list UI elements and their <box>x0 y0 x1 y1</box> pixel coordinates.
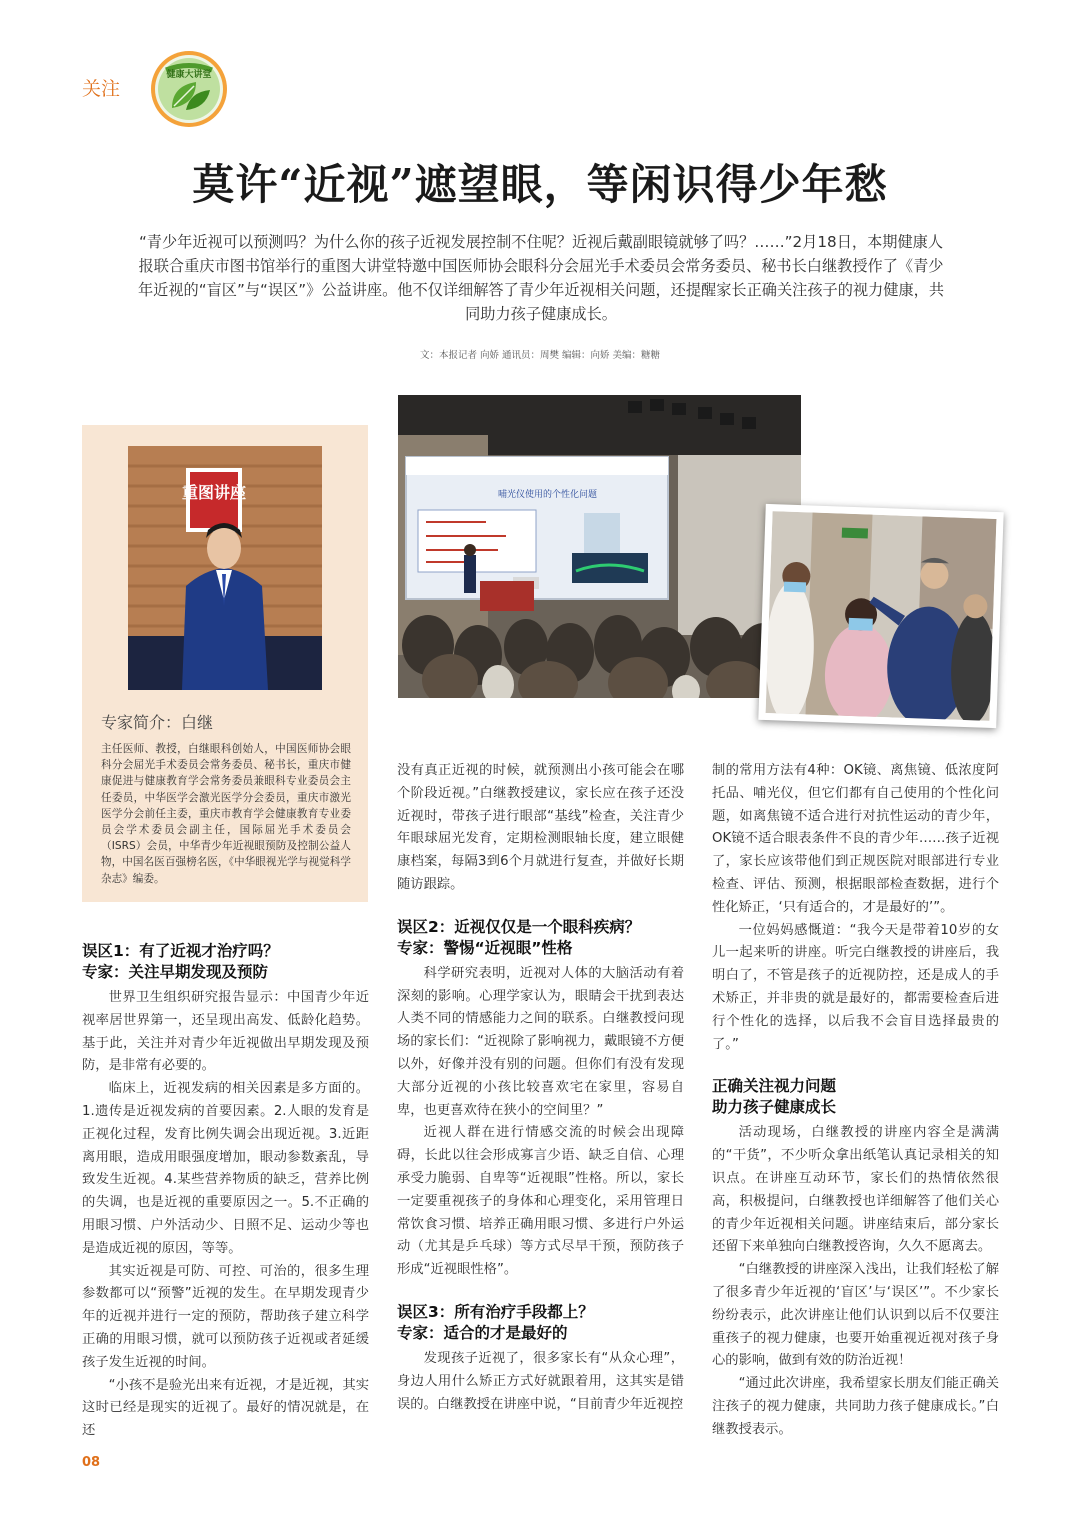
column-middle <box>397 760 684 1416</box>
section2-subheading: 专家：警惕“近视眼”性格 <box>397 938 573 957</box>
section1-heading: 误区1：有了近视才治疗吗？ <box>82 942 279 960</box>
section-tag: 关注 <box>82 78 121 100</box>
section1-subheading: 专家：关注早期发现及预防 <box>82 963 269 981</box>
section3-paragraph: 一位妈妈感慨道：“我今天是带着10岁的女儿一起来听的讲座。听完白继教授的讲座后，我明白了，不管是孩子的近视防控，还是成人的手术矫正，并非贵的就是最好的，都需要检查后进行个性化的选择，以后我不会盲目选择最贵的了。” <box>712 922 999 1052</box>
section4-paragraph: 活动现场，白继教授的讲座内容全是满满的“干货”，不少听众拿出纸笔认真记录相关的知识点。在讲座互动环节，家长们的热情依然很高，积极提问，白继教授也详细解答了他们关心的青少年近视相关问题。讲座结束后，部分家长还留下来单独向白继教授咨询，久久不愿离去。 <box>712 1125 999 1255</box>
plaque-text: 重图讲座 <box>181 483 247 502</box>
expert-portrait <box>128 446 322 690</box>
section4-paragraph: “通过此次讲座，我希望家长朋友们能正确关注孩子的视力健康，共同助力孩子健康成长。”白继教授表示。 <box>712 1376 999 1437</box>
section4-subheading: 助力孩子健康成长 <box>712 1098 837 1117</box>
byline: 文：本报记者 向娇 通讯员：周樊 编辑：向娇 美编：糖糖 <box>419 350 661 361</box>
section4-paragraph: “白继教授的讲座深入浅出，让我们轻松了解了很多青少年近视的‘盲区’与‘误区’”。不少家长纷纷表示，此次讲座让他们认识到以后不仅要注重孩子的视力健康，也要开始重视近视对孩子身心的影响，做到有效的防治近视！ <box>712 1262 999 1369</box>
page-number: 08 <box>82 1455 101 1470</box>
section2-paragraph: 科学研究表明，近视对人体的大脑活动有着深刻的影响。心理学家认为，眼睛会干扰到表达人类不同的情感能力之间的联系。白继教授问现场的家长们：“近视除了影响视力，戴眼镜不方便以外，好像并没有别的问题。但你们有没有发现大部分近视的小孩比较喜欢宅在家里，容易自卑，也更喜欢待在狭小的空间里？” <box>397 965 684 1118</box>
lecture-hall-photo <box>398 395 801 698</box>
health-lecture-logo <box>150 50 228 128</box>
section1-paragraph: “小孩不是验光出来有近视，才是近视，其实这时已经是现实的近视了。最好的情况就是，在还 <box>82 1377 369 1439</box>
expert-profile-box <box>82 425 368 902</box>
section1-paragraph: 其实近视是可防、可控、可治的，很多生理参数都可以“预警”近视的发生。在早期发现青少年的近视并进行一定的预防，帮助孩子建立科学正确的用眼习惯，就可以预防孩子近视或者延缓孩子发生近视的时间。 <box>82 1263 369 1370</box>
column-left <box>82 941 369 1443</box>
section1-paragraph: 世界卫生组织研究报告显示：中国青少年近视率居世界第一，还呈现出高发、低龄化趋势。基于此，关注并对青少年近视做出早期发现及预防，是非常有必要的。 <box>82 990 369 1074</box>
section1-paragraph: 临床上，近视发病的相关因素是多方面的。1.遗传是近视发病的首要因素。2.人眼的发育是正视化过程，发育比例失调会出现近视。3.近距离用眼，造成用眼强度增加，眼动参数紊乱，导致发生近视。4.某些营养物质的缺乏，营养比例的失调，也是近视的重要原因之一。5.不正确的用眼习惯、户外活动少、日照不足、运动少等也是造成近视的原因，等等。 <box>82 1081 369 1256</box>
section3-subheading: 专家：适合的才是最好的 <box>397 1323 568 1342</box>
section2-paragraph: 近视人群在进行情感交流的时候会出现障碍，长此以往会形成寡言少语、缺乏自信、心理承受力脆弱、自卑等“近视眼”性格。所以，家长一定要重视孩子的身体和心理变化，采用管理日常饮食习惯、培养正确用眼习惯、多进行户外运动（尤其是乒乓球）等方式尽早干预，预防孩子形成“近视眼性格”。 <box>397 1125 684 1278</box>
section1-paragraph-continued: 没有真正近视的时候，就预测出小孩可能会在哪个阶段近视。”白继教授建议，家长应在孩子还没近视时，带孩子进行眼部“基线”检查，关注青少年眼球屈光发育，定期检测眼轴长度，建立眼健康档案，每隔3到6个月就进行复查，并做好长期随访跟踪。 <box>397 763 684 892</box>
profile-text: 主任医师、教授，白继眼科创始人，中国医师协会眼科分会屈光手术委员会常务委员、秘书长，重庆市健康促进与健康教育学会常务委员兼眼科专业委员会主任委员，中华医学会激光医学分会委员，重庆市激光医学分会前任主委，重庆市教育学会健康教育专业委员会学术委员会副主任，国际屈光手术委员会（ISRS）会员，中华青少年近视眼预防及控制公益人物，中国名医百强榜名医，《中华眼视光学与视觉科学杂志》编委。 <box>101 743 351 885</box>
logo-text: 健康大讲堂 <box>166 70 212 80</box>
slide-title: 哺光仪使用的个性化问题 <box>498 490 598 500</box>
section3-heading: 误区3：所有治疗手段都上？ <box>397 1302 594 1321</box>
profile-title: 专家简介：白继 <box>101 713 214 732</box>
section2-heading: 误区2：近视仅仅是一个眼科疾病？ <box>397 917 641 936</box>
consultation-photo <box>758 504 1003 728</box>
column-right <box>712 760 999 1442</box>
section4-heading: 正确关注视力问题 <box>712 1077 837 1096</box>
section3-paragraph-continued: 制的常用方法有4种：OK镜、离焦镜、低浓度阿托品、哺光仪，但它们都有自己使用的个性化问题，如离焦镜不适合进行对抗性运动的青少年，OK镜不适合眼表条件不良的青少年……孩子近视了，家长应该带他们到正规医院对眼部进行专业检查、评估、预测，根据眼部检查数据，进行个性化矫正，‘只有适合的，才是最好的’”。 <box>712 763 999 915</box>
section3-paragraph: 发现孩子近视了，很多家长有“从众心理”，身边人用什么矫正方式好就跟着用，这其实是错误的。白继教授在讲座中说，“目前青少年近视控 <box>397 1350 684 1412</box>
article-lead: “青少年近视可以预测吗？为什么你的孩子近视发展控制不住呢？近视后戴副眼镜就够了吗？……”2月18日，本期健康人报联合重庆市图书馆举行的重图大讲堂特邀中国医师协会眼科分会屈光手术委员会常务委员、秘书长白继教授作了《青少年近视的“盲区”与“误区”》公益讲座。他不仅详细解答了青少年近视相关问题，还提醒家长正确关注孩子的视力健康，共同助力孩子健康成长。 <box>137 233 945 323</box>
article-title: 莫许“近视”遮望眼，等闲识得少年愁 <box>192 160 888 209</box>
